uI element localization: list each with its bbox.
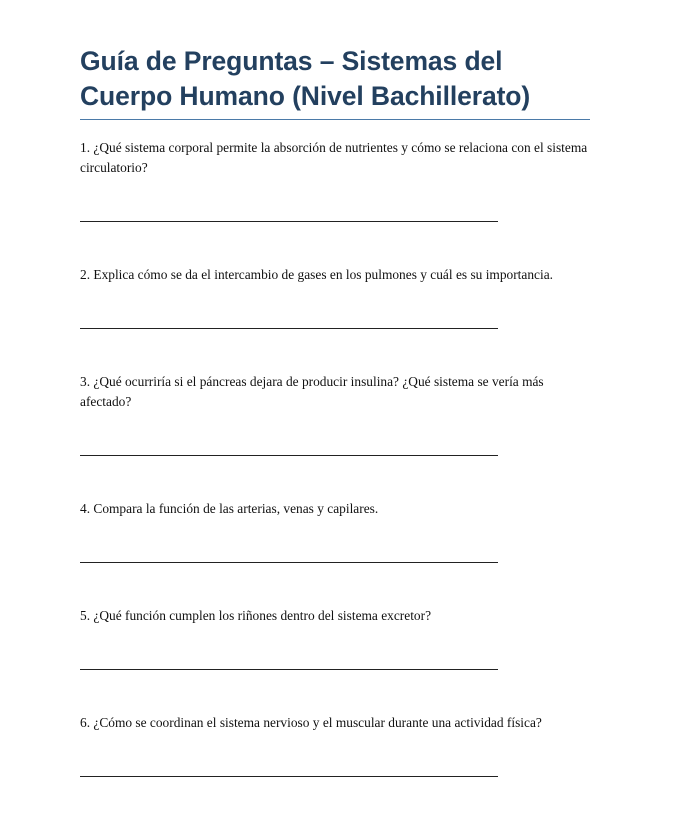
- answer-line-4[interactable]: [80, 562, 498, 563]
- question-list: [80, 138, 590, 777]
- question-3: 3. ¿Qué ocurriría si el páncreas dejara de producir insulina? ¿Qué sistema se vería más afectado?: [80, 374, 544, 409]
- document-title: [80, 44, 590, 119]
- answer-line-3[interactable]: [80, 455, 498, 456]
- answer-line-5[interactable]: [80, 669, 498, 670]
- title-line-2: Cuerpo Humano (Nivel Bachillerato): [80, 81, 531, 111]
- answer-line-6[interactable]: [80, 776, 498, 777]
- answer-line-2[interactable]: [80, 328, 498, 329]
- question-1: 1. ¿Qué sistema corporal permite la absorción de nutrientes y cómo se relaciona con el sistema circulatorio?: [80, 140, 588, 175]
- answer-line-1[interactable]: [80, 221, 498, 222]
- title-line-1: Guía de Preguntas – Sistemas del: [80, 46, 503, 76]
- document-page: [80, 44, 590, 820]
- question-6: 6. ¿Cómo se coordinan el sistema nervioso y el muscular durante una actividad física?: [80, 715, 542, 730]
- title-divider: [80, 119, 590, 120]
- question-2: 2. Explica cómo se da el intercambio de gases en los pulmones y cuál es su importancia.: [80, 267, 554, 282]
- question-5: 5. ¿Qué función cumplen los riñones dentro del sistema excretor?: [80, 608, 432, 623]
- question-4: 4. Compara la función de las arterias, venas y capilares.: [80, 501, 379, 516]
